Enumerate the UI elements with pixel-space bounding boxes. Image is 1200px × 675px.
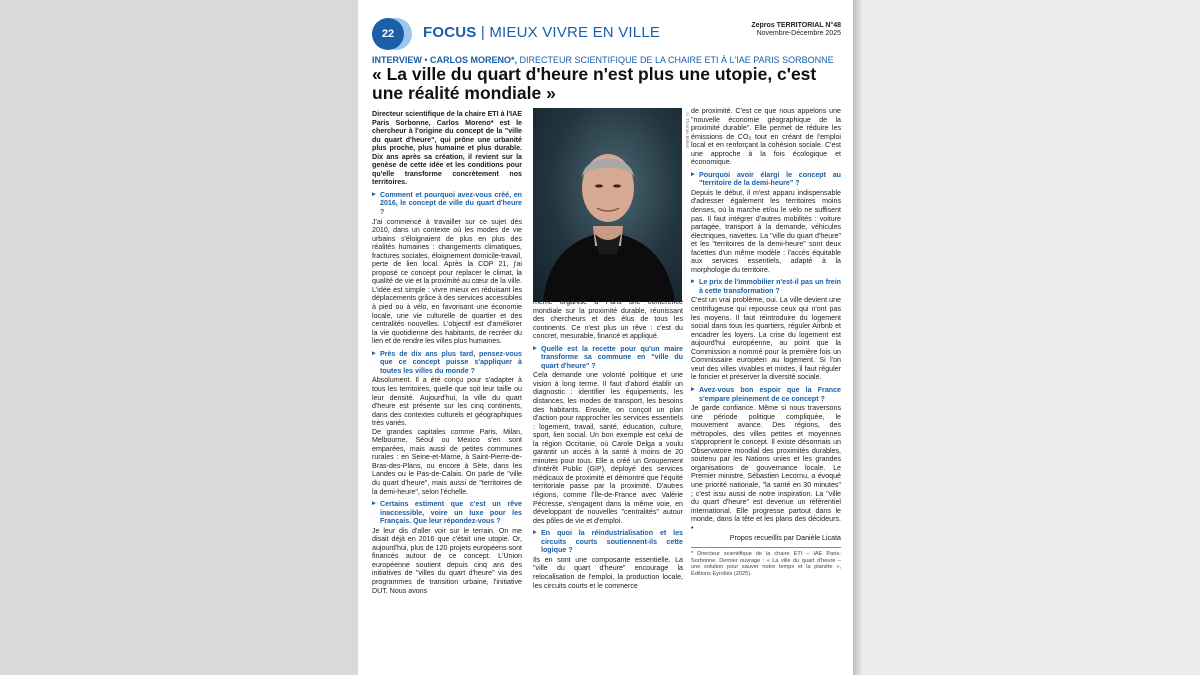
column-3 — [691, 107, 841, 667]
answer-2-cont: De grandes capitales comme Paris, Milan, Melbourne, Séoul ou Mexico s'en sont emparées, mais aussi de petites communes rurales : en Seine-et-Marne, à Saint-Pierre-de-Bras-des-Plans, ou encore à Sète, dans les Landes ou le Pas-de-Calais. On parle de "ville du quart d'heure", mais aussi de "territoires de la demi-heure", selon l'échelle. — [372, 427, 522, 496]
answer-2: Absolument. Il a été conçu pour s'adapter à tous les territoires, quelle que soit leur taille ou leur densité. Aujourd'hui, la ville du quart d'heure est présente sur les cinq continents, dans des contextes culturels et géographiques très variés. — [372, 376, 522, 428]
rubric-separator: | — [476, 24, 490, 41]
question-6: ▸ Pourquoi avoir élargi le concept au "territoire de la demi-heure" ? — [699, 171, 841, 188]
interview-dot: • — [421, 55, 430, 65]
portrait-photo — [533, 108, 682, 302]
question-7: ▸ Le prix de l'immobilier n'est-il pas un frein à cette transformation ? — [699, 278, 841, 295]
interview-label: INTERVIEW — [372, 55, 422, 65]
answer-6: Depuis le début, il m'est apparu indispensable d'adresser également les territoires moins denses, où la marche et/ou le vélo ne suffisent pas. Il faut intégrer d'autres mobilités : voiture partagée, transport à la demande, véhicules électriques, navettes. La "ville du quart d'heure" et les "territoires de la demi-heure" sont deux facettes d'un même modèle : l'accès équitable aux services essentiels, adapté à la morphologie du territoire. — [691, 188, 841, 274]
question-2: ▸ Près de dix ans plus tard, pensez-vous que ce concept puisse s'appliquer à toutes les villes du monde ? — [380, 350, 522, 376]
magazine-page — [358, 0, 853, 675]
answer-7: C'est un vrai problème, oui. La ville devient une centrifugeuse qui repousse ceux qui n'ont pas les moyens. Il faut réintroduire du logement social dans tous les quartiers, réguler Airbnb et encadrer les loyers. La crise du logement est aujourd'hui européenne, au point que la Commission a nommé pour la première fois un Commissaire européen au logement. Si l'on veut des villes vivables et mixtes, il faut réguler le foncier et préserver la diversité sociale. — [691, 296, 841, 382]
page-number: 22 — [372, 18, 404, 50]
answer-8: Je garde confiance. Même si nous traversons une période politique compliquée, le mouvement avance. Des régions, des métropoles, des villes petites et moyennes s'approprient le concept. Il existe désormais un Observatoire mondial des proximités durables, soutenu par les Nations unies et les grandes organisations de gouvernance locale. Le Premier ministre, Sébastien Lecornu, a évoqué une priorité nationale, "la santé en 30 minutes" ; c'est issu aussi de notre inspiration. La "ville du quart d'heure" est devenue un référentiel international. Elle progresse partout dans le monde, dans la tête et les plans des décideurs. • — [691, 404, 841, 532]
page-gutter-shadow — [853, 0, 863, 675]
question-5: ▸ En quoi la réindustrialisation et les circuits courts soutiennent-ils cette logique ? — [541, 529, 683, 555]
magazine-info — [751, 22, 841, 38]
answer-3: Je leur dis d'aller voir sur le terrain. On me disait déjà en 2016 que c'était une utopie. Or, aujourd'hui, plus de 120 projets européens sont financés autour de ce concept. L'Union européenne soutient depuis cinq ans des initiatives de "villes du quart d'heure" via des programmes de transition urbaine, l'initiative DUT. Nous avons — [372, 526, 522, 595]
question-1: ▸ Comment et pourquoi avez-vous créé, en 2016, le concept de ville du quart d'heure ? — [380, 191, 522, 217]
page-number-badge — [372, 18, 406, 52]
photo-credit: © Thomas Bolles — [685, 112, 690, 148]
rubric-title — [423, 24, 660, 41]
question-3: ▸ Certains estiment que c'est un rêve inaccessible, voire un luxe pour les Français. Que leur répondez-vous ? — [380, 500, 522, 526]
footnote: * Directeur scientifique de la chaire ETI – IAE Paris-Sorbonne. Dernier ouvrage : « La ville du quart d'heure – une solution pour sauver notre temps et la planète », Éditions Eyrolles (2025). — [691, 547, 841, 578]
article-lead: Directeur scientifique de la chaire ETI à l'IAE Paris Sorbonne, Carlos Moreno* est le chercheur à l'origine du concept de la "ville du quart d'heure", qui prône une urbanité plus proche, plus humaine et plus durable. Dix ans après sa création, il revient sur la genèse de cette idée et les conditions pour qu'elle transforme concrètement nos territoires. — [372, 110, 522, 187]
column-1 — [372, 110, 522, 658]
article-headline: « La ville du quart d'heure n'est plus une utopie, c'est une réalité mondiale » — [372, 64, 817, 103]
interview-signature: Propos recueillis par Danièle Licata — [729, 534, 841, 543]
answer-1: J'ai commencé à travailler sur ce sujet dès 2010, dans un contexte où les modes de vie urbains s'éloignaient de plus en plus des réalités humaines : changements climatiques, fractures sociales, éloignement domicile-travail, perte de lien local. Après la COP 21, j'ai proposé ce concept pour replacer le climat, la qualité de vie et la proximité au cœur de la ville. L'idée est simple : vivre mieux en réduisant les déplacements grâce à des services accessibles à pied ou à vélo, en favorisant une économie locale, une vie culturelle de quartier et des centralités nouvelles. L'objectif est d'améliorer la vie quotidienne des habitants, de recréer du lien et de rendre les villes plus humaines. — [372, 217, 522, 346]
magazine-date: Novembre-Décembre 2025 — [756, 30, 841, 37]
rubric-topic: MIEUX VIVRE EN VILLE — [489, 24, 661, 41]
answer-3-cont: même organisé à Paris une conférence mondiale sur la proximité durable, réunissant des chercheurs et des élus de tous les continents. Ce n'est plus un rêve : c'est du concret, mesurable, financé et appliqué. — [533, 298, 683, 341]
magazine-name: Zepros TERRITORIAL N°48 — [751, 22, 841, 29]
interviewee-name: CARLOS MORENO*, — [430, 55, 518, 65]
interviewee-role: DIRECTEUR SCIENTIFIQUE DE LA CHAIRE ETI À L'IAE PARIS SORBONNE — [517, 55, 834, 65]
answer-4: Cela demande une volonté politique et une vision à long terme. Il faut d'abord établir un diagnostic : identifier les équipements, les distances, les modes de transport, les besoins des habitants. Ensuite, on conçoit un plan d'action pour rapprocher les services essentiels : logement, travail, santé, éducation, culture, sport, lien social. Un bon exemple est celui de la région Occitanie, où Carole Delga a voulu garantir un accès à la santé à moins de 20 minutes pour tous. Elle a créé un Groupement d'intérêt Public (GIP), déployé des services médicaux de proximité et démontré que l'équité territoriale passe par la proximité. D'autres régions, comme l'Île-de-France avec Valérie Pécresse, s'engagent dans la même voie, en développant de nouvelles "centralités" autour des pôles de vie et d'emploi. — [533, 371, 683, 525]
column-2 — [533, 298, 683, 658]
question-8: ▸ Avez-vous bon espoir que la France s'empare pleinement de ce concept ? — [699, 386, 841, 403]
portrait-illustration — [533, 108, 682, 302]
answer-5: Ils en sont une composante essentielle. La "ville du quart d'heure" encourage la relocalisation de l'emploi, la production locale, les circuits courts et le commerce — [533, 555, 683, 590]
question-4: ▸ Quelle est la recette pour qu'un maire transforme sa commune en "ville du quart d'heure" ? — [541, 345, 683, 371]
next-page-edge — [853, 0, 1200, 675]
rubric-focus: FOCUS — [423, 24, 477, 41]
answer-5-cont: de proximité. C'est ce que nous appelons une "nouvelle économie géographique de la proximité durable". Elle permet de réduire les émissions de CO₂ tout en créant de l'emploi local et en renforçant la cohésion sociale. C'est une approche à la fois écologique et économique. — [691, 107, 841, 167]
